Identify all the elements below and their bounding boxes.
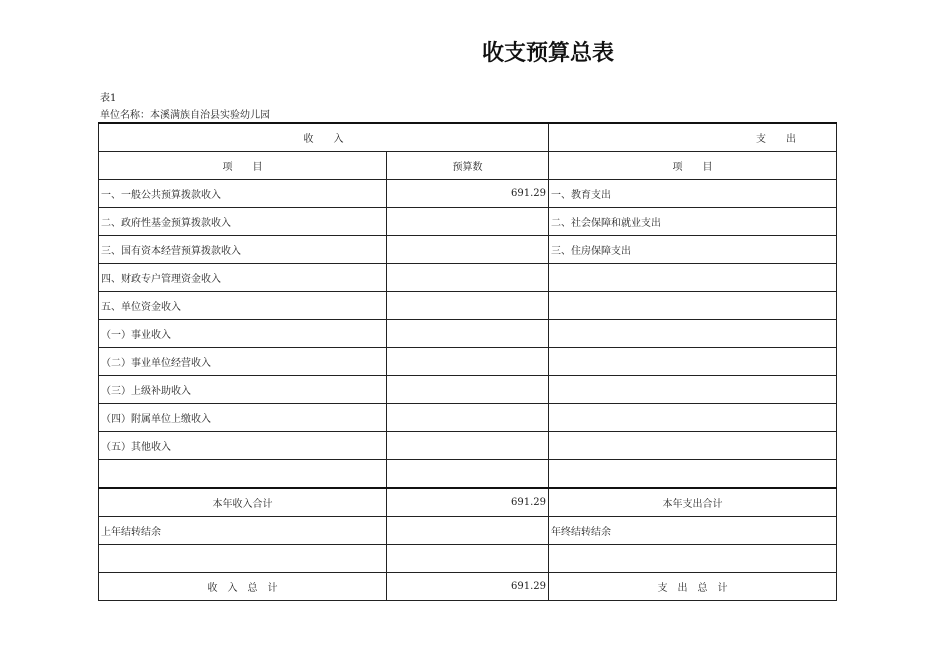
year-expense-total-label: 本年支出合计: [549, 488, 837, 517]
income-item: （三）上级补助收入: [99, 376, 387, 404]
expense-item: 二、社会保障和就业支出: [549, 208, 837, 236]
carry-in-label: 上年结转结余: [99, 517, 387, 545]
expense-item: [549, 460, 837, 489]
budget-amount: [387, 404, 549, 432]
budget-amount: [387, 208, 549, 236]
grand-income-label: 收 入 总 计: [99, 573, 387, 601]
table-row: [99, 376, 837, 404]
table-row: [99, 320, 837, 348]
budget-amount: [387, 376, 549, 404]
table-row: [99, 460, 837, 489]
empty-cell: [387, 545, 549, 573]
empty-cell: [549, 545, 837, 573]
unit-name: 单位名称：本溪满族自治县实验幼儿园: [100, 110, 270, 121]
budget-amount: [387, 460, 549, 489]
grand-income-amount: 691.29: [387, 573, 549, 601]
table-row: [99, 208, 837, 236]
table-row: [99, 264, 837, 292]
budget-amount: [387, 236, 549, 264]
income-item: （二）事业单位经营收入: [99, 348, 387, 376]
expense-item: [549, 376, 837, 404]
carry-out-label: 年终结转结余: [549, 517, 837, 545]
expense-item: [549, 404, 837, 432]
expense-header: 支 出: [549, 123, 837, 152]
expense-item: [549, 264, 837, 292]
table-row: [99, 292, 837, 320]
table-row: [99, 348, 837, 376]
expense-item: [549, 292, 837, 320]
year-income-total-label: 本年收入合计: [99, 488, 387, 517]
page-title: 收支预算总表: [481, 40, 614, 66]
budget-amount: [387, 292, 549, 320]
budget-amount: [387, 432, 549, 460]
income-item: （五）其他收入: [99, 432, 387, 460]
table-row: [99, 236, 837, 264]
carry-in-amount: [387, 517, 549, 545]
table-row: [99, 180, 837, 208]
empty-cell: [99, 545, 387, 573]
table-row: [99, 432, 837, 460]
income-item: 三、国有资本经营预算拨款收入: [99, 236, 387, 264]
budget-amount: [387, 348, 549, 376]
budget-amount: [387, 320, 549, 348]
budget-amount: 691.29: [387, 180, 549, 208]
expense-item: [549, 432, 837, 460]
income-header: 收 入: [99, 123, 549, 152]
income-item: 五、单位资金收入: [99, 292, 387, 320]
expense-item-header: 项 目: [549, 152, 837, 180]
expense-item: 一、教育支出: [549, 180, 837, 208]
budget-amount: [387, 264, 549, 292]
income-item: 二、政府性基金预算拨款收入: [99, 208, 387, 236]
table-row: [99, 404, 837, 432]
table-number: 表1: [100, 93, 117, 104]
expense-item: [549, 348, 837, 376]
expense-item: 三、住房保障支出: [549, 236, 837, 264]
grand-expense-label: 支 出 总 计: [549, 573, 837, 601]
budget-header: 预算数: [387, 152, 549, 180]
income-item: 四、财政专户管理资金收入: [99, 264, 387, 292]
income-item: （一）事业收入: [99, 320, 387, 348]
income-item: [99, 460, 387, 489]
income-item-header: 项 目: [99, 152, 387, 180]
expense-item: [549, 320, 837, 348]
income-item: （四）附属单位上缴收入: [99, 404, 387, 432]
income-item: 一、一般公共预算拨款收入: [99, 180, 387, 208]
year-income-total-amount: 691.29: [387, 488, 549, 517]
budget-table: [98, 122, 837, 601]
